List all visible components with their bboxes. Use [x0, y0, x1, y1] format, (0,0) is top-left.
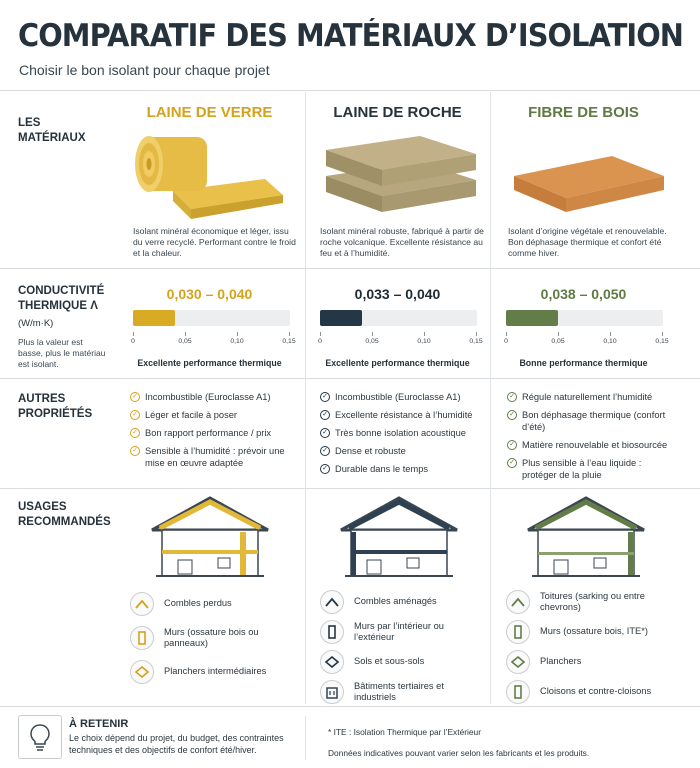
house-illustration — [524, 494, 648, 580]
performance-label: Bonne performance thermique — [519, 358, 648, 368]
lightbulb-icon — [28, 722, 52, 752]
properties-list — [507, 391, 677, 487]
tick-label: 0,15 — [655, 338, 669, 345]
conductivity-bar — [320, 310, 477, 326]
use-item: Bâtiments tertiaires et industriels — [320, 680, 485, 704]
tick — [237, 332, 238, 336]
property-item: ✓ Matière renouvelable et biosourcée — [507, 439, 677, 451]
property-item: ✓ Régule naturellement l’humidité — [507, 391, 677, 403]
conductivity-bar — [506, 310, 663, 326]
tick — [558, 332, 559, 336]
check-icon: ✓ — [507, 440, 517, 450]
material-description: Isolant d’origine végétale et renouvelable. Bon déphasage thermique et confort été comme hiver. — [508, 226, 667, 258]
retenir-title: À RETENIR — [69, 718, 129, 730]
tick — [662, 332, 663, 336]
tick-label: 0 — [318, 338, 322, 345]
tick-label: 0 — [504, 338, 508, 345]
column-divider — [490, 92, 491, 704]
conductivity-value: 0,030 – 0,040 — [166, 286, 253, 302]
wood-fiber-image — [508, 126, 668, 222]
footer-divider — [305, 716, 306, 760]
scale-ticks — [318, 332, 483, 354]
uses-list — [506, 590, 681, 704]
conductivity-bar-fill — [506, 310, 558, 326]
property-item: ✓ Très bonne isolation acoustique — [320, 427, 485, 439]
tick — [372, 332, 373, 336]
use-item: Cloisons et contre-cloisons — [506, 680, 681, 704]
check-icon: ✓ — [320, 464, 330, 474]
performance-label: Excellente performance thermique — [137, 358, 282, 368]
property-item: ✓ Léger et facile à poser — [130, 409, 300, 421]
divider — [0, 706, 700, 707]
check-icon: ✓ — [130, 392, 140, 402]
use-item: Murs par l’intérieur ou l’extérieur — [320, 620, 485, 644]
glass-wool-image — [133, 123, 293, 223]
use-item: Toitures (sarking ou entre chevrons) — [506, 590, 681, 614]
column-divider — [305, 92, 306, 704]
lightbulb-icon-box — [18, 715, 62, 759]
row-label-uses: USAGES RECOMMANDÉS — [18, 501, 111, 528]
ite-footnote: * ITE : Isolation Thermique par l’Extérieur — [328, 727, 481, 737]
scale-ticks — [504, 332, 669, 354]
floor-grid-icon — [506, 650, 530, 674]
check-icon: ✓ — [507, 392, 517, 402]
roof-attic-icon — [130, 592, 154, 616]
check-icon: ✓ — [320, 446, 330, 456]
use-item: Combles perdus — [130, 592, 300, 616]
uses-list — [130, 592, 300, 684]
tick — [424, 332, 425, 336]
tick-label: 0,05 — [551, 338, 565, 345]
material-title: LAINE DE VERRE — [146, 104, 273, 121]
property-item: ✓ Plus sensible à l’eau liquide : protéger de la pluie — [507, 457, 677, 481]
divider — [0, 488, 700, 489]
property-item: ✓ Dense et robuste — [320, 445, 485, 457]
scale-ticks — [131, 332, 296, 354]
use-item: Murs (ossature bois, ITE*) — [506, 620, 681, 644]
tick-label: 0,15 — [282, 338, 296, 345]
tick — [610, 332, 611, 336]
house-illustration — [148, 494, 272, 580]
wall-panel-icon — [130, 626, 154, 650]
conductivity-unit: (W/m·K) — [18, 318, 54, 329]
roof-attic-icon — [506, 590, 530, 614]
tick-label: 0,05 — [178, 338, 192, 345]
conductivity-value: 0,033 – 0,040 — [354, 286, 441, 302]
check-icon: ✓ — [320, 410, 330, 420]
properties-list — [130, 391, 300, 475]
use-item: Sols et sous-sols — [320, 650, 485, 674]
wall-panel-icon — [320, 620, 344, 644]
use-item: Murs (ossature bois ou panneaux) — [130, 626, 300, 650]
tick-label: 0,15 — [469, 338, 483, 345]
floor-grid-icon — [320, 650, 344, 674]
tick-label: 0,10 — [417, 338, 431, 345]
conductivity-note: Plus la valeur est basse, plus le matériau est isolant. — [18, 337, 106, 369]
tick — [133, 332, 134, 336]
conductivity-bar — [133, 310, 290, 326]
row-label-properties: AUTRES PROPRIÉTÉS — [18, 393, 93, 420]
check-icon: ✓ — [507, 458, 517, 468]
row-label-materials: LES MATÉRIAUX — [18, 117, 86, 144]
property-item: ✓ Durable dans le temps — [320, 463, 485, 475]
properties-list — [320, 391, 485, 481]
tick — [506, 332, 507, 336]
conductivity-bar-fill — [133, 310, 175, 326]
divider — [0, 268, 700, 269]
check-icon: ✓ — [130, 410, 140, 420]
property-item: ✓ Bon rapport performance / prix — [130, 427, 300, 439]
divider — [0, 378, 700, 379]
property-item: ✓ Incombustible (Euroclasse A1) — [130, 391, 300, 403]
building-icon — [320, 680, 344, 704]
retenir-text: Le choix dépend du projet, du budget, des contraintes techniques et des objectifs de confort été/hiver. — [69, 733, 284, 755]
disclaimer: Données indicatives pouvant varier selon les fabricants et les produits. — [328, 748, 590, 758]
material-description: Isolant minéral robuste, fabriqué à partir de roche volcanique. Excellente résistance au feu et à l’humidité. — [320, 226, 484, 258]
material-title: FIBRE DE BOIS — [528, 104, 639, 121]
floor-grid-icon — [130, 660, 154, 684]
tick-label: 0,05 — [365, 338, 379, 345]
property-item: ✓ Incombustible (Euroclasse A1) — [320, 391, 485, 403]
roof-attic-icon — [320, 590, 344, 614]
tick-label: 0 — [131, 338, 135, 345]
tick — [476, 332, 477, 336]
check-icon: ✓ — [320, 392, 330, 402]
tick — [320, 332, 321, 336]
uses-list — [320, 590, 485, 704]
divider — [0, 90, 700, 91]
check-icon: ✓ — [320, 428, 330, 438]
material-description: Isolant minéral économique et léger, issu du verre recyclé. Performant contre le froid et la chaleur. — [133, 226, 296, 258]
use-item: Planchers intermédiaires — [130, 660, 300, 684]
tick — [185, 332, 186, 336]
use-item: Planchers — [506, 650, 681, 674]
property-item: ✓ Excellente résistance à l’humidité — [320, 409, 485, 421]
check-icon: ✓ — [130, 446, 140, 456]
conductivity-bar-fill — [320, 310, 362, 326]
wall-panel-icon — [506, 620, 530, 644]
tick — [289, 332, 290, 336]
check-icon: ✓ — [130, 428, 140, 438]
row-label-conductivity — [18, 284, 118, 370]
property-item: ✓ Sensible à l’humidité : prévoir une mise en œuvre adaptée — [130, 445, 300, 469]
tick-label: 0,10 — [230, 338, 244, 345]
material-title: LAINE DE ROCHE — [333, 104, 462, 121]
conductivity-label: CONDUCTIVITÉ THERMIQUE Λ — [18, 285, 105, 312]
wall-panel-icon — [506, 680, 530, 704]
performance-label: Excellente performance thermique — [325, 358, 470, 368]
conductivity-value: 0,038 – 0,050 — [540, 286, 627, 302]
property-item: ✓ Bon déphasage thermique (confort d’été) — [507, 409, 677, 433]
page-title: COMPARATIF DES MATÉRIAUX D’ISOLATION — [18, 18, 684, 54]
rock-wool-image — [320, 124, 480, 224]
page-subtitle: Choisir le bon isolant pour chaque projet — [19, 62, 270, 78]
use-item: Combles aménagés — [320, 590, 485, 614]
check-icon: ✓ — [507, 410, 517, 420]
tick-label: 0,10 — [603, 338, 617, 345]
house-illustration — [337, 494, 461, 580]
